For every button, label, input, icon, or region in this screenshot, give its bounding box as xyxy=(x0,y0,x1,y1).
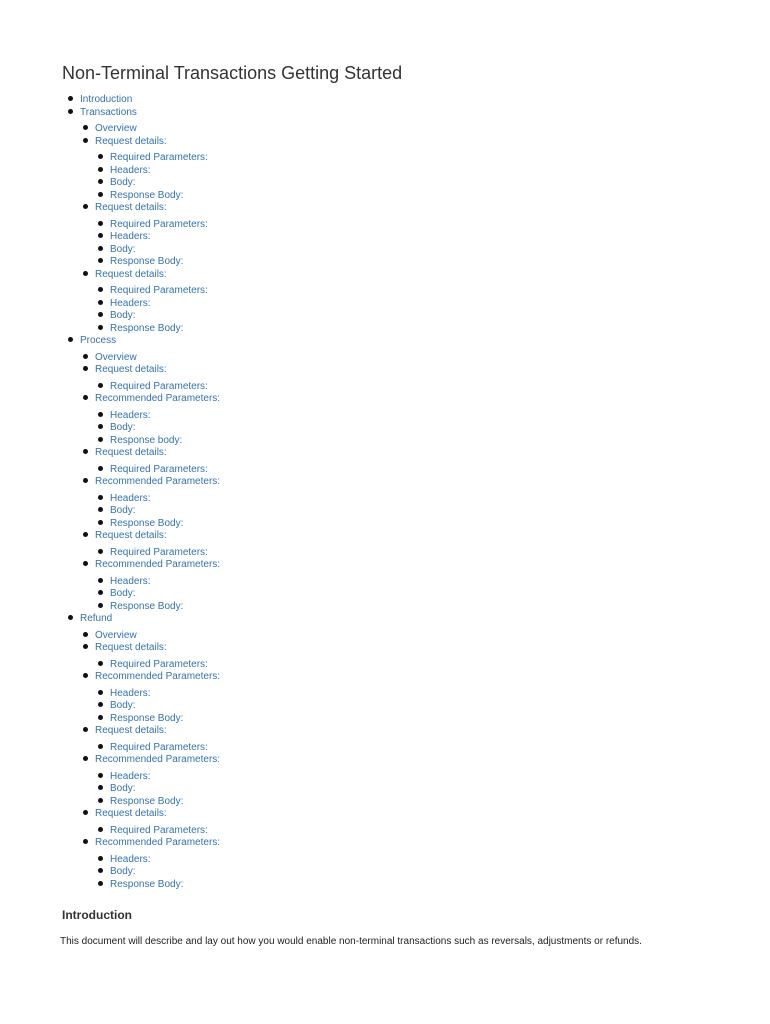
toc-item[interactable]: Required Parameters: xyxy=(110,285,208,296)
toc-item[interactable]: Overview xyxy=(95,123,137,134)
toc-item[interactable]: Headers: xyxy=(110,409,151,421)
toc-item[interactable]: Response Body: xyxy=(110,795,184,807)
toc-item[interactable]: Headers: xyxy=(110,164,151,176)
toc-item[interactable]: Request details: xyxy=(95,530,167,541)
toc-item[interactable]: Headers: xyxy=(110,770,151,782)
toc-item[interactable]: Response Body: xyxy=(110,189,184,201)
toc-item[interactable]: Body: xyxy=(110,177,136,188)
toc-item[interactable]: Required Parameters: xyxy=(110,658,208,670)
toc-item[interactable]: Transactions xyxy=(80,106,137,118)
toc-item[interactable]: Headers: xyxy=(110,492,151,504)
toc-item[interactable]: Request details: xyxy=(95,725,167,736)
toc-item[interactable]: Refund xyxy=(80,613,113,624)
toc-item[interactable]: Request details: xyxy=(95,364,167,375)
toc-item[interactable]: Request details: xyxy=(95,135,167,147)
toc-item[interactable]: Required Parameters: xyxy=(110,741,208,753)
introduction-heading: Introduction xyxy=(62,908,132,922)
toc-item[interactable]: Recommended Parameters: xyxy=(95,754,221,765)
toc-item[interactable]: Recommended Parameters: xyxy=(95,393,221,404)
toc-item[interactable]: Recommended Parameters: xyxy=(95,837,221,848)
toc-item[interactable]: Headers: xyxy=(110,231,151,242)
toc-item[interactable]: Recommended Parameters: xyxy=(95,559,221,570)
toc-item[interactable]: Recommended Parameters: xyxy=(95,476,221,487)
toc-item[interactable]: Required Parameters: xyxy=(110,218,208,230)
toc-item[interactable]: Response body: xyxy=(110,434,183,446)
toc-item[interactable]: Required Parameters: xyxy=(110,546,208,558)
toc-item[interactable]: Response Body: xyxy=(110,256,184,267)
toc-item[interactable]: Request details: xyxy=(95,642,167,653)
toc-item[interactable]: Body: xyxy=(110,866,136,877)
toc-item[interactable]: Request details: xyxy=(95,268,167,280)
toc-item[interactable]: Headers: xyxy=(110,687,151,699)
toc-item[interactable]: Body: xyxy=(110,422,136,433)
toc-item[interactable]: Required Parameters: xyxy=(110,380,208,392)
toc-item[interactable]: Body: xyxy=(110,310,136,321)
toc-item[interactable]: Overview xyxy=(95,629,137,641)
toc-item[interactable]: Headers: xyxy=(110,853,151,865)
page-title: Non-Terminal Transactions Getting Started xyxy=(62,63,403,83)
toc-item[interactable]: Body: xyxy=(110,243,136,255)
toc-item[interactable]: Recommended Parameters: xyxy=(95,671,221,682)
toc-item[interactable]: Headers: xyxy=(110,297,151,309)
toc-item[interactable]: Response Body: xyxy=(110,712,184,724)
toc-item[interactable]: Body: xyxy=(110,505,136,516)
toc-item[interactable]: Request details: xyxy=(95,447,167,458)
toc-item[interactable]: Body: xyxy=(110,700,136,711)
toc-item[interactable]: Body: xyxy=(110,783,136,794)
toc-item[interactable]: Overview xyxy=(95,351,137,363)
toc-item[interactable]: Response Body: xyxy=(110,322,184,334)
toc-item[interactable]: Required Parameters: xyxy=(110,824,208,836)
toc-item[interactable]: Response Body: xyxy=(110,600,184,612)
toc-item[interactable]: Body: xyxy=(110,588,136,599)
toc-item[interactable]: Response Body: xyxy=(110,517,184,529)
toc-item[interactable]: Required Parameters: xyxy=(110,463,208,475)
toc-item[interactable]: Process xyxy=(80,335,117,346)
toc-item[interactable]: Headers: xyxy=(110,575,151,587)
toc-item[interactable]: Introduction xyxy=(80,94,133,105)
toc-item[interactable]: Request details: xyxy=(95,202,167,213)
toc-item[interactable]: Response Body: xyxy=(110,878,184,890)
toc-item[interactable]: Required Parameters: xyxy=(110,152,208,163)
toc-item[interactable]: Request details: xyxy=(95,808,167,819)
introduction-text: This document will describe and lay out how you would enable non-terminal transactions such as reversals, adjustments or refunds. xyxy=(60,936,642,947)
